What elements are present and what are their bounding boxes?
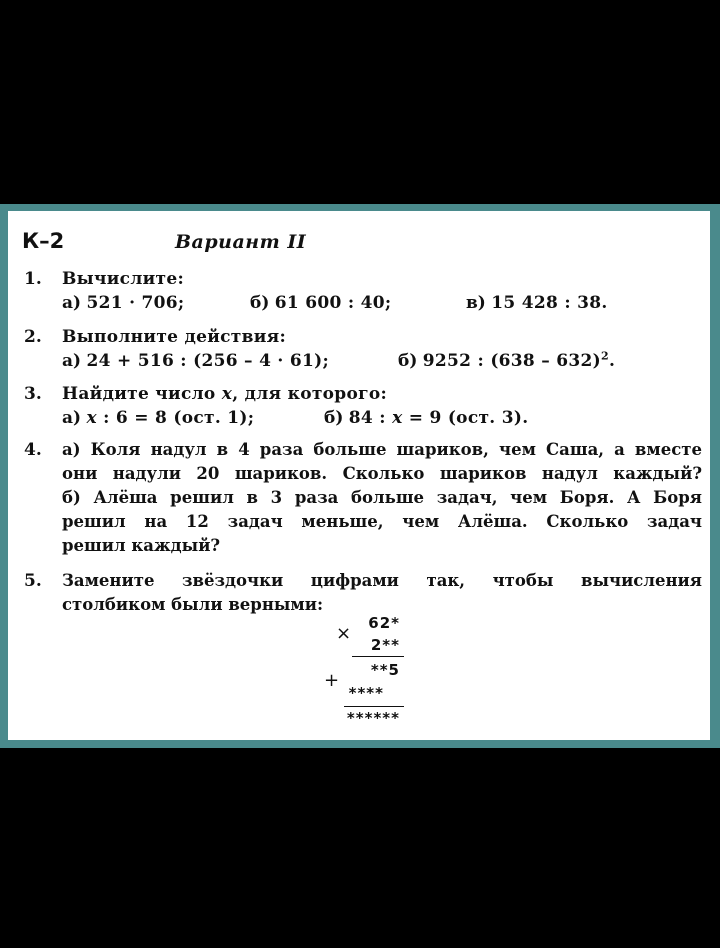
- task-item: б) 9252 : (638 – 632)$^2$.: [398, 349, 616, 371]
- task-text-line: столбиком были верными:: [62, 595, 324, 614]
- task-number: 4.: [24, 440, 42, 460]
- worksheet-page: [8, 211, 710, 740]
- task-item: а) x : 6 = 8 (ост. 1);: [62, 408, 255, 428]
- task-heading: Найдите число x, для которого:: [62, 384, 388, 404]
- partial-product-2: ****: [348, 684, 384, 702]
- task-items: [62, 406, 702, 430]
- task-text-line: б) Алёша решил в 3 раза больше задач, чем Боря. А Боря: [62, 488, 702, 507]
- task-item: а) 521 · 706;: [62, 293, 185, 313]
- worksheet-frame: [0, 204, 720, 748]
- test-code: К–2: [22, 229, 65, 253]
- task-item: а) 24 + 516 : (256 – 4 · 61);: [62, 351, 330, 371]
- task-heading: Вычислите:: [62, 269, 185, 289]
- task-text-line: а) Коля надул в 4 раза больше шариков, чем Саша, а вместе: [62, 440, 702, 459]
- task-number: 1.: [24, 269, 42, 289]
- multiplier: 2**: [370, 636, 400, 654]
- task-number: 3.: [24, 384, 42, 404]
- partial-product-1: **5: [370, 661, 400, 679]
- variant-title: Вариант II: [175, 231, 307, 253]
- plus-sign: +: [324, 670, 340, 691]
- sum-rule: [344, 706, 404, 707]
- task-text-line: решил на 12 задач меньше, чем Алёша. Сколько задач: [62, 512, 702, 531]
- times-sign: ×: [336, 623, 352, 644]
- result: ******: [346, 709, 400, 727]
- task-number: 2.: [24, 327, 42, 347]
- task-text-line: Замените звёздочки цифрами так, чтобы вычисления: [62, 571, 702, 590]
- product-rule: [352, 656, 404, 657]
- task-item: в) 15 428 : 38.: [466, 293, 608, 313]
- task-text-line: решил каждый?: [62, 536, 221, 555]
- task-number: 5.: [24, 571, 42, 591]
- task-item: б) 61 600 : 40;: [250, 293, 392, 313]
- task-text-line: они надули 20 шариков. Сколько шариков надул каждый?: [62, 464, 702, 483]
- column-multiplication: [324, 614, 404, 732]
- task-item: б) 84 : x = 9 (ост. 3).: [324, 408, 529, 428]
- task-heading: Выполните действия:: [62, 327, 287, 347]
- task-items: [62, 349, 702, 373]
- task-items: [62, 291, 702, 315]
- multiplicand: 62*: [368, 614, 400, 632]
